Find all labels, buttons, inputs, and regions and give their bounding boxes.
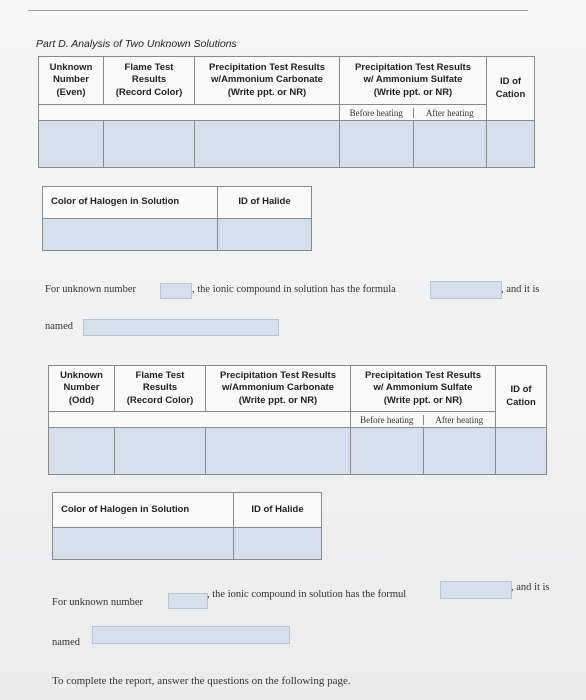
sentence-1-part-1: For unknown number (45, 284, 136, 295)
header-halide-id-2: ID of Halide (234, 493, 322, 528)
sulfate-subheaders-odd (351, 412, 496, 428)
sentence-2-part-2: , the ionic compound in solution has the formul (207, 589, 407, 600)
input-sulfate-result[interactable] (340, 121, 487, 168)
header-flame-test: Flame Test Results (Record Color) (104, 57, 195, 105)
blank-header-cell (39, 105, 340, 121)
input-carbonate-result-odd[interactable] (206, 428, 351, 475)
header-flame-test-odd: Flame Test Results (Record Color) (115, 366, 206, 412)
header-carbonate: Precipitation Test Results w/Ammonium Carbonate (Write ppt. or NR) (195, 57, 340, 105)
input-cation-id-odd[interactable] (496, 428, 547, 475)
even-results-table (38, 56, 535, 168)
input-cation-id[interactable] (487, 121, 535, 168)
before-heating-label: Before heating (349, 107, 403, 118)
after-heating-label: After heating (413, 108, 487, 118)
after-heating-label-odd: After heating (423, 415, 496, 425)
input-sulfate-result-odd[interactable] (351, 428, 496, 475)
input-flame-result[interactable] (104, 121, 195, 168)
input-formula-2[interactable] (440, 581, 512, 599)
header-sulfate: Precipitation Test Results w/ Ammonium Sulfate (Write ppt. or NR) (340, 57, 487, 105)
footer-instruction: To complete the report, answer the questions on the following page. (52, 675, 351, 687)
sentence-2-part-3: , and it is (511, 582, 550, 593)
input-unknown-number-odd[interactable] (49, 428, 115, 475)
halogen-table-2 (52, 492, 322, 560)
input-unknown-number-1[interactable] (160, 283, 192, 299)
input-unknown-number[interactable] (39, 121, 104, 168)
header-unknown-odd: Unknown Number (Odd) (49, 366, 115, 412)
input-name-1[interactable] (83, 319, 279, 336)
input-unknown-number-2[interactable] (168, 593, 208, 609)
header-sulfate-odd: Precipitation Test Results w/ Ammonium Sulfate (Write ppt. or NR) (351, 366, 496, 412)
input-name-2[interactable] (92, 626, 290, 644)
before-heating-label-odd: Before heating (360, 414, 414, 425)
input-halogen-color-2[interactable] (53, 528, 234, 560)
header-cation: ID of Cation (487, 57, 535, 121)
input-formula-1[interactable] (430, 281, 502, 299)
input-halide-id[interactable] (218, 219, 312, 251)
sulfate-subheaders (340, 105, 487, 121)
input-carbonate-result[interactable] (195, 121, 340, 168)
header-unknown-even: Unknown Number (Even) (39, 57, 104, 105)
sentence-1-part-2: , the ionic compound in solution has the formula (192, 284, 396, 295)
header-carbonate-odd: Precipitation Test Results w/Ammonium Carbonate (Write ppt. or NR) (206, 366, 351, 412)
halogen-table-1 (42, 186, 312, 251)
header-halogen-color: Color of Halogen in Solution (43, 187, 218, 219)
sentence-2-part-1: For unknown number (52, 597, 143, 608)
input-flame-result-odd[interactable] (115, 428, 206, 475)
blank-header-cell-odd (49, 412, 351, 428)
header-halide-id: ID of Halide (218, 187, 312, 219)
input-halide-id-2[interactable] (234, 528, 322, 560)
header-cation-odd: ID of Cation (496, 366, 547, 428)
top-rule (28, 10, 528, 11)
odd-results-table (48, 365, 547, 475)
named-label-2: named (52, 637, 80, 648)
sentence-1-part-3: , and it is (501, 284, 540, 295)
header-halogen-color-2: Color of Halogen in Solution (53, 493, 234, 528)
named-label-1: named (45, 321, 73, 332)
part-title: Part D. Analysis of Two Unknown Solutions (36, 38, 237, 50)
input-halogen-color[interactable] (43, 219, 218, 251)
